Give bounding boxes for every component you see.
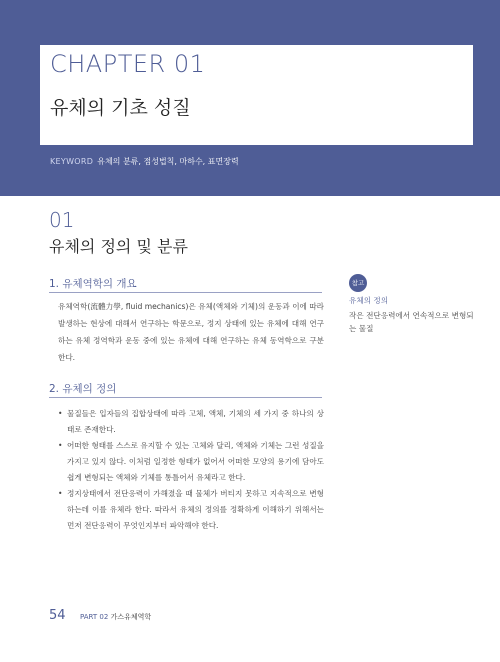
bullet-text: 어떠한 형태를 스스로 유지할 수 있는 고체와 달리, 액체와 기체는 그런 성질을 가지고 있지 않다. 이처럼 일정한 형태가 없어서 어떠한 모양의 용기에 담아도 쉽게 변형되는 액체와 기체를 통틀어서 유체라고 한다.: [67, 441, 324, 482]
keyword-list: 유체의 분류, 점성법칙, 마하수, 표면장력: [97, 157, 239, 166]
bullet-item: [58, 406, 324, 438]
bullet-dot-icon: •: [58, 441, 63, 450]
chapter-banner: [0, 0, 500, 196]
overview-paragraph: 유체역학(流體力學, fluid mechanics)은 유체(액체와 기체)의 운동과 이에 따라 발생하는 현상에 대해서 연구하는 학문으로, 정지 상태에 있는 유체에 대해 연구하는 유체 정역학과 운동 중에 있는 유체에 대해 연구하는 유체 동역학으로 구분한다.: [58, 302, 324, 362]
bullet-dot-icon: •: [58, 489, 63, 498]
subsection-heading-definition: 2. 유체의 정의: [49, 383, 117, 395]
chapter-label: CHAPTER 01: [50, 50, 206, 78]
bullet-item: [58, 486, 324, 534]
keyword-label: KEYWORD: [50, 157, 94, 166]
keyword-line: [50, 156, 239, 167]
chapter-title-box: [40, 45, 473, 145]
section-title: 유체의 정의 및 분류: [49, 237, 188, 256]
bullet-text: 정지상태에서 전단응력이 가해졌을 때 물체가 버티지 못하고 지속적으로 변형하는데 이를 유체라 한다. 따라서 유체의 정의를 정확하게 이해하기 위해서는 먼저 전단응력이 무엇인지부터 파악해야 한다.: [67, 489, 324, 530]
bullet-item: [58, 438, 324, 486]
footer-part-label: [80, 612, 151, 622]
bullet-dot-icon: •: [58, 409, 63, 418]
definition-bullet-list: [58, 406, 324, 534]
heading-rule: [49, 292, 322, 293]
note-badge-icon: 참고: [349, 274, 367, 292]
note-title: 유체의 정의: [349, 296, 389, 305]
chapter-title: 유체의 기초 성질: [50, 97, 191, 119]
part-number: PART 02: [80, 613, 109, 621]
section-number: 01: [49, 208, 75, 232]
heading-rule: [49, 397, 322, 398]
subsection-heading-overview: 1. 유체역학의 개요: [49, 278, 137, 290]
note-body: 작은 전단응력에서 연속적으로 변형되는 물질: [349, 311, 474, 333]
page-number: 54: [49, 608, 66, 623]
part-name: 가스유체역학: [110, 613, 152, 621]
side-note: [349, 274, 479, 335]
bullet-text: 물질들은 입자들의 집합상태에 따라 고체, 액체, 기체의 세 가지 중 하나의 상태로 존재한다.: [67, 409, 324, 434]
